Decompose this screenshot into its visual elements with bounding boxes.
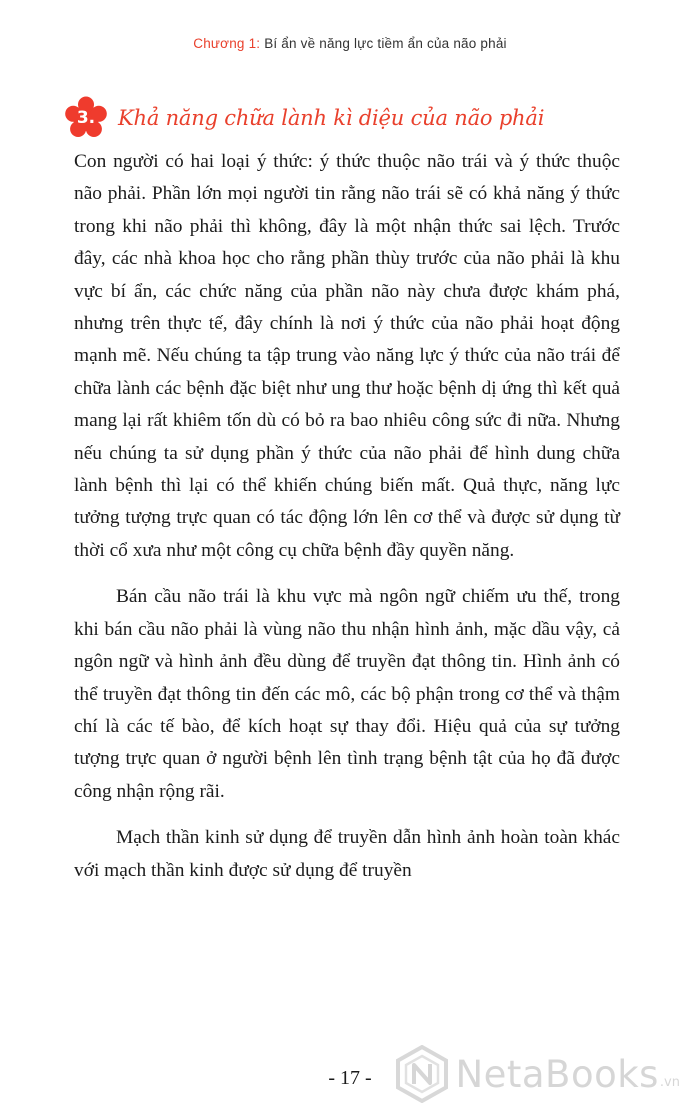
running-header [0,36,700,51]
section-heading [64,96,544,140]
section-number-badge [64,96,108,140]
chapter-label: Chương 1: [193,36,261,51]
body-text [74,146,620,901]
paragraph-1: Con người có hai loại ý thức: ý thức thuộc não trái và ý thức thuộc não phải. Phần lớn mọi người tin rằng não trái sẽ có khả năng ý thức trong khi não phải thì không, đây là một nhận thức sai lệch. Trước đây, các nhà khoa học cho rằng phần thùy trước của não phải là khu vực bí ẩn, các chức năng của phần não này chưa được khám phá, nhưng trên thực tế, đây chính là nơi ý thức của não phải hoạt động mạnh mẽ. Nếu chúng ta tập trung vào năng lực ý thức của não trái để chữa lành các bệnh đặc biệt như ung thư hoặc bệnh dị ứng thì kết quả mang lại rất khiêm tốn dù có bỏ ra bao nhiêu công sức đi nữa. Nhưng nếu chúng ta sử dụng phần ý thức của não phải để hình dung chữa lành bệnh thì lại có thể khiến chúng biến mất. Quả thực, năng lực tưởng tượng trực quan có tác động lớn lên cơ thể và được sử dụng từ thời cổ xưa như một công cụ chữa bệnh đầy quyền năng. [74,151,620,561]
section-number: 3. [76,108,96,128]
section-title: Khả năng chữa lành kì diệu của não phải [118,106,545,130]
paragraph-3: Mạch thần kinh sử dụng để truyền dẫn hình ảnh hoàn toàn khác với mạch thần kinh được sử dụng để truyền [74,827,620,881]
page-number: - 17 - [328,1067,372,1089]
watermark-brand: NetaBooks [455,1052,659,1096]
chapter-title: Bí ẩn về năng lực tiềm ẩn của não phải [264,36,507,51]
paragraph-2: Bán cầu não trái là khu vực mà ngôn ngữ chiếm ưu thế, trong khi bán cầu não phải là vùng não thu nhận hình ảnh, mặc dầu vậy, cả ngôn ngữ và hình ảnh đều dùng để truyền đạt thông tin. Hình ảnh có thể truyền đạt thông tin đến các mô, các bộ phận trong cơ thể và thậm chí là các tế bào, để kích hoạt sự thay đổi. Hiệu quả của sự tưởng tượng trực quan ở người bệnh lên tình trạng bệnh tật của họ đã được công nhận rộng rãi. [74,586,620,802]
watermark-suffix: .vn [659,1075,680,1090]
